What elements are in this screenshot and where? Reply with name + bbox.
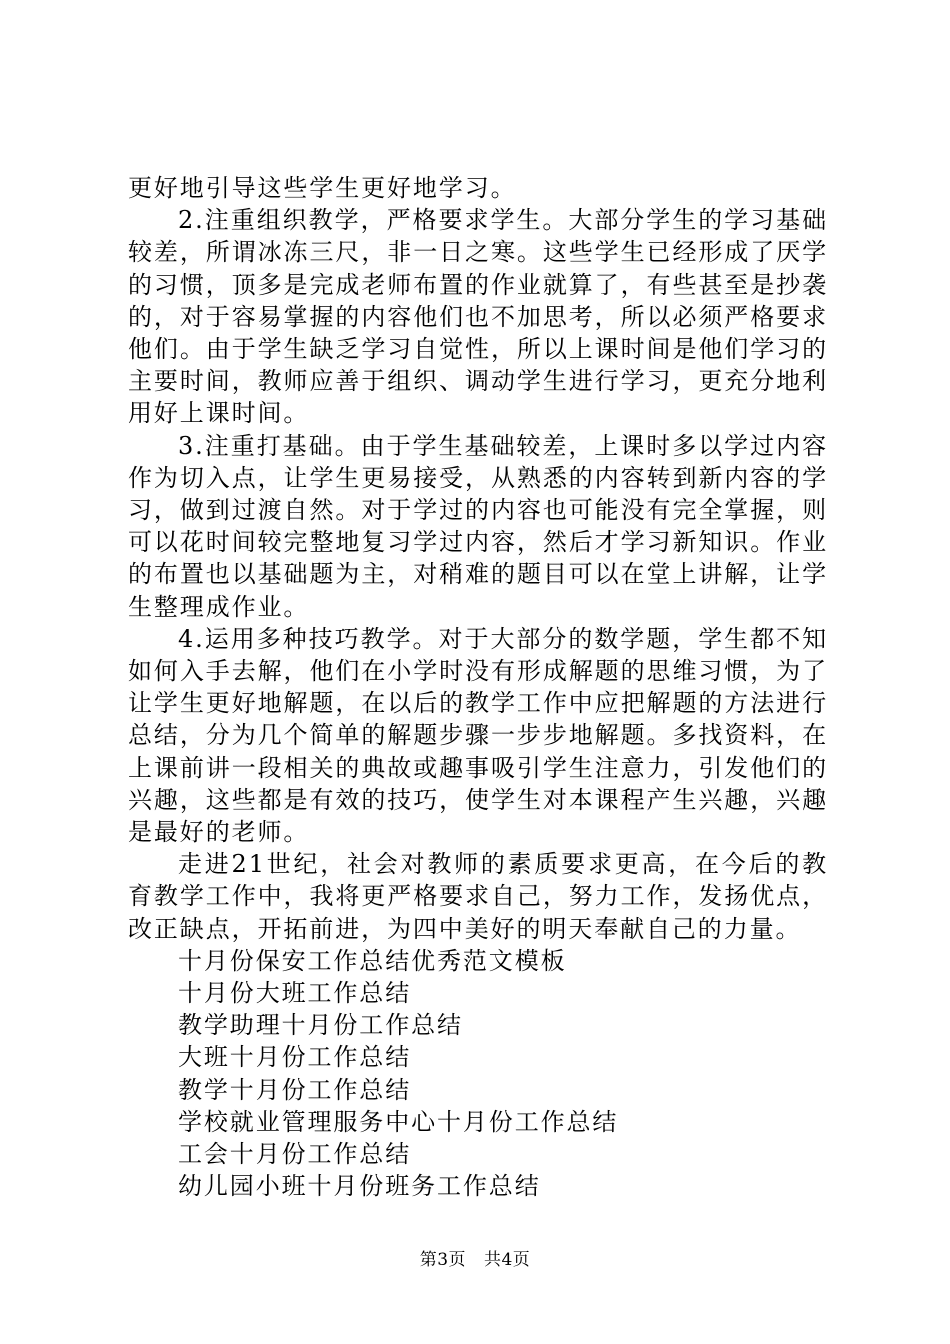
related-articles-list [128,945,828,1203]
related-article-link[interactable]: 大班十月份工作总结 [178,1043,412,1072]
page-footer [0,1245,950,1270]
related-article-link[interactable]: 学校就业管理服务中心十月份工作总结 [178,1107,619,1136]
paragraph-point-3: 3.注重打基础。由于学生基础较差，上课时多以学过内容作为切入点，让学生更易接受，从熟悉的内容转到新内容的学习，做到过渡自然。对于学过的内容也可能没有完全掌握，则可以花时间较完整地复习学过内容，然后才学习新知识。作业的布置也以基础题为主，对稍难的题目可以在堂上讲解，让学生整理成作业。 [128,431,828,621]
related-article-link[interactable]: 教学助理十月份工作总结 [178,1011,463,1040]
related-article-link[interactable]: 工会十月份工作总结 [178,1140,412,1169]
page-total: 共4页 [483,1250,531,1270]
page-number: 第3页 [419,1250,467,1270]
document-body [128,172,828,1203]
paragraph-point-2: 2.注重组织教学，严格要求学生。大部分学生的学习基础较差，所谓冰冻三尺，非一日之寒。这些学生已经形成了厌学的习惯，顶多是完成老师布置的作业就算了，有些甚至是抄袭的，对于容易掌握的内容他们也不加思考，所以必须严格要求他们。由于学生缺乏学习自觉性，所以上课时间是他们学习的主要时间，教师应善于组织、调动学生进行学习，更充分地利用好上课时间。 [128,206,828,428]
paragraph-point-4: 4.运用多种技巧教学。对于大部分的数学题，学生都不知如何入手去解，他们在小学时没有形成解题的思维习惯，为了让学生更好地解题，在以后的教学工作中应把解题的方法进行总结，分为几个简单的解题步骤一步步地解题。多找资料，在上课前讲一段相关的典故或趣事吸引学生注意力，引发他们的兴趣，这些都是有效的技巧，使学生对本课程产生兴趣，兴趣是最好的老师。 [128,624,828,847]
related-article-link[interactable]: 十月份保安工作总结优秀范文模板 [178,946,567,975]
paragraph-continuation: 更好地引导这些学生更好地学习。 [128,174,517,202]
related-article-link[interactable]: 幼儿园小班十月份班务工作总结 [178,1172,541,1201]
related-article-link[interactable]: 十月份大班工作总结 [178,979,412,1008]
related-article-link[interactable]: 教学十月份工作总结 [178,1075,412,1104]
paragraph-conclusion: 走进21世纪，社会对教师的素质要求更高，在今后的教育教学工作中，我将更严格要求自己，努力工作，发扬优点，改正缺点，开拓前进，为四中美好的明天奉献自己的力量。 [128,850,828,943]
